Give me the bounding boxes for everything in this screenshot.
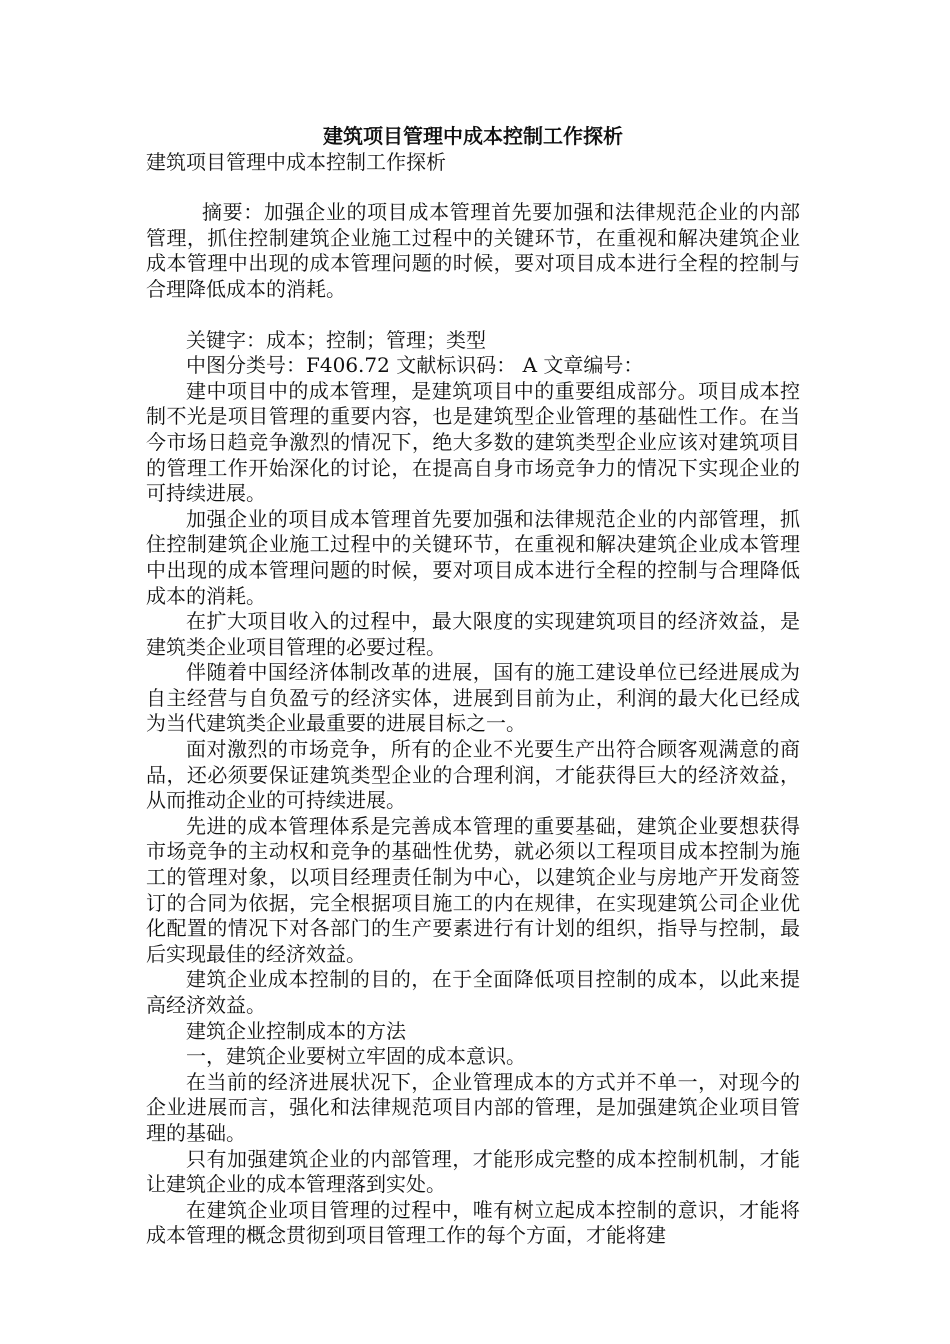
body-paragraph: 伴随着中国经济体制改革的进展，国有的施工建设单位已经进展成为自主经营与自负盈亏的经济实体，进展到目前为止，利润的最大化已经成为当代建筑类企业最重要的进展目标之一。 [146, 660, 800, 736]
body-paragraph: 在当前的经济进展状况下，企业管理成本的方式并不单一，对现今的企业进展而言，强化和法律规范项目内部的管理，是加强建筑企业项目管理的基础。 [146, 1069, 800, 1145]
body-paragraph: 面对激烈的市场竞争，所有的企业不光要生产出符合顾客观满意的商品，还必须要保证建筑类型企业的合理利润，才能获得巨大的经济效益，从而推动企业的可持续进展。 [146, 737, 800, 813]
classification-line: 中图分类号：F406.72 文献标识码： A 文章编号： [186, 353, 644, 378]
page-title: 建筑项目管理中成本控制工作探析 [323, 124, 623, 148]
subsection-heading: 一，建筑企业要树立牢固的成本意识。 [186, 1044, 526, 1069]
body-paragraph: 在建筑企业项目管理的过程中，唯有树立起成本控制的意识，才能将成本管理的概念贯彻到项目管理工作的每个方面，才能将建 [146, 1197, 800, 1248]
keywords-line: 关键字：成本；控制；管理；类型 [186, 327, 486, 352]
document-body [146, 124, 800, 1249]
body-paragraph: 建筑企业成本控制的目的，在于全面降低项目控制的成本，以此来提高经济效益。 [146, 967, 800, 1017]
abstract-paragraph: 摘要：加强企业的项目成本管理首先要加强和法律规范企业的内部管理，抓住控制建筑企业施工过程中的关键环节，在重视和解决建筑企业成本管理中出现的成本管理问题的时候，要对项目成本进行全程的控制与合理降低成本的消耗。 [146, 200, 800, 301]
body-paragraph: 只有加强建筑企业的内部管理，才能形成完整的成本控制机制，才能让建筑企业的成本管理落到实处。 [146, 1146, 800, 1197]
body-paragraph: 建中项目中的成本管理，是建筑项目中的重要组成部分。项目成本控制不光是项目管理的重要内容，也是建筑型企业管理的基础性工作。在当今市场日趋竞争激烈的情况下，绝大多数的建筑类型企业应该对建筑项目的管理工作开始深化的讨论，在提高自身市场竞争力的情况下实现企业的可持续进展。 [146, 378, 800, 506]
body-paragraph: 加强企业的项目成本管理首先要加强和法律规范企业的内部管理，抓住控制建筑企业施工过程中的关键环节，在重视和解决建筑企业成本管理中出现的成本管理问题的时候，要对项目成本进行全程的控制与合理降低成本的消耗。 [146, 506, 800, 608]
document-subtitle: 建筑项目管理中成本控制工作探析 [146, 149, 446, 174]
body-paragraph: 先进的成本管理体系是完善成本管理的重要基础，建筑企业要想获得市场竞争的主动权和竞争的基础性优势，就必须以工程项目成本控制为施工的管理对象，以项目经理责任制为中心，以建筑企业与房地产开发商签订的合同为依据，完全根据项目施工的内在规律，在实现建筑公司企业优化配置的情况下对各部门的生产要素进行有计划的组织，指导与控制，最后实现最佳的经济效益。 [146, 813, 800, 966]
body-paragraph: 在扩大项目收入的过程中，最大限度的实现建筑项目的经济效益，是建筑类企业项目管理的必要过程。 [146, 609, 800, 659]
section-heading: 建筑企业控制成本的方法 [186, 1018, 406, 1043]
